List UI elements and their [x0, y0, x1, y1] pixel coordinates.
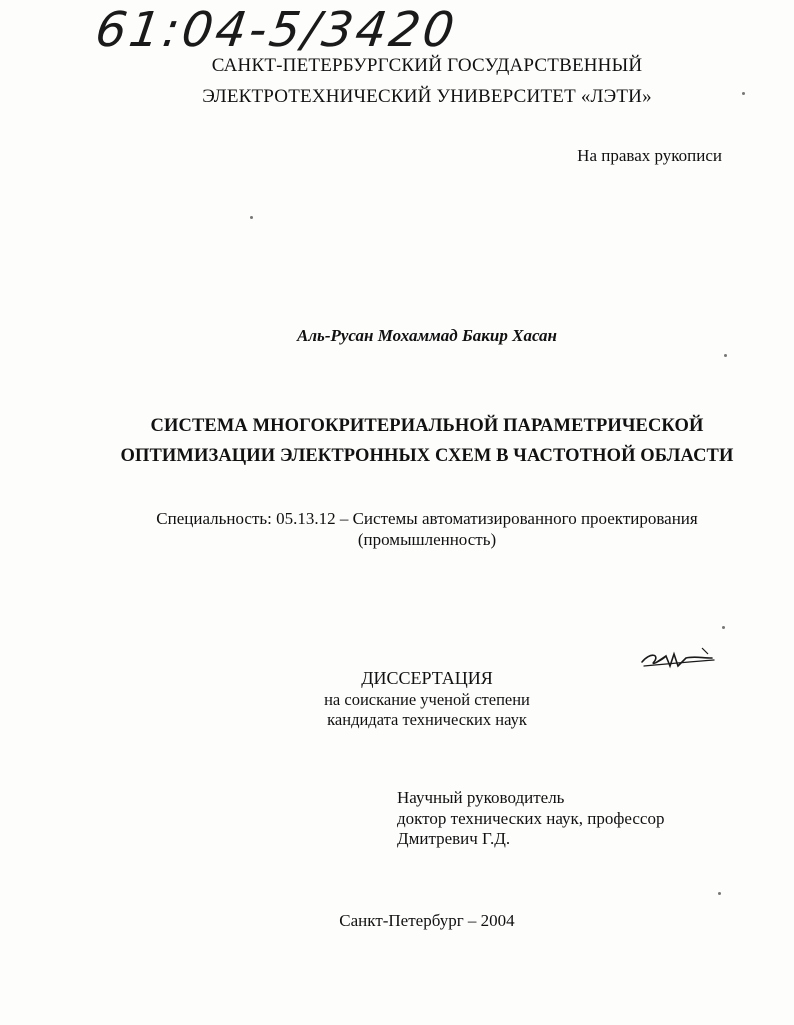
- manuscript-note: На правах рукописи: [577, 146, 722, 165]
- advisor-degree: доктор технических наук, профессор: [397, 809, 665, 828]
- advisor-name: Дмитревич Г.Д.: [397, 829, 511, 848]
- advisor-role: Научный руководитель: [397, 788, 565, 807]
- scan-speck: [742, 92, 745, 95]
- dissertation-degree-line-1: на соискание ученой степени: [324, 690, 530, 709]
- dissertation-heading: ДИССЕРТАЦИЯ: [361, 668, 493, 688]
- thesis-title-line-2: ОПТИМИЗАЦИИ ЭЛЕКТРОННЫХ СХЕМ В ЧАСТОТНОЙ ОБЛАСТИ: [120, 446, 734, 466]
- scan-speck: [724, 354, 727, 357]
- university-line-2: ЭЛЕКТРОТЕХНИЧЕСКИЙ УНИВЕРСИТЕТ «ЛЭТИ»: [202, 86, 652, 107]
- city-year: Санкт-Петербург – 2004: [339, 911, 515, 930]
- archive-code-handwritten: 61:04-5/3420: [92, 2, 461, 58]
- author-name: Аль-Русан Мохаммад Бакир Хасан: [296, 326, 557, 345]
- specialty-line-1: Специальность: 05.13.12 – Системы автоматизированного проектирования: [156, 509, 698, 528]
- scan-speck: [722, 626, 725, 629]
- thesis-title-line-1: СИСТЕМА МНОГОКРИТЕРИАЛЬНОЙ ПАРАМЕТРИЧЕСКОЙ: [150, 416, 704, 436]
- university-line-1: САНКТ-ПЕТЕРБУРГСКИЙ ГОСУДАРСТВЕННЫЙ: [211, 55, 643, 76]
- scan-speck: [718, 892, 721, 895]
- scan-speck: [250, 216, 253, 219]
- specialty-line-2: (промышленность): [357, 530, 497, 549]
- dissertation-degree-line-2: кандидата технических наук: [327, 710, 527, 729]
